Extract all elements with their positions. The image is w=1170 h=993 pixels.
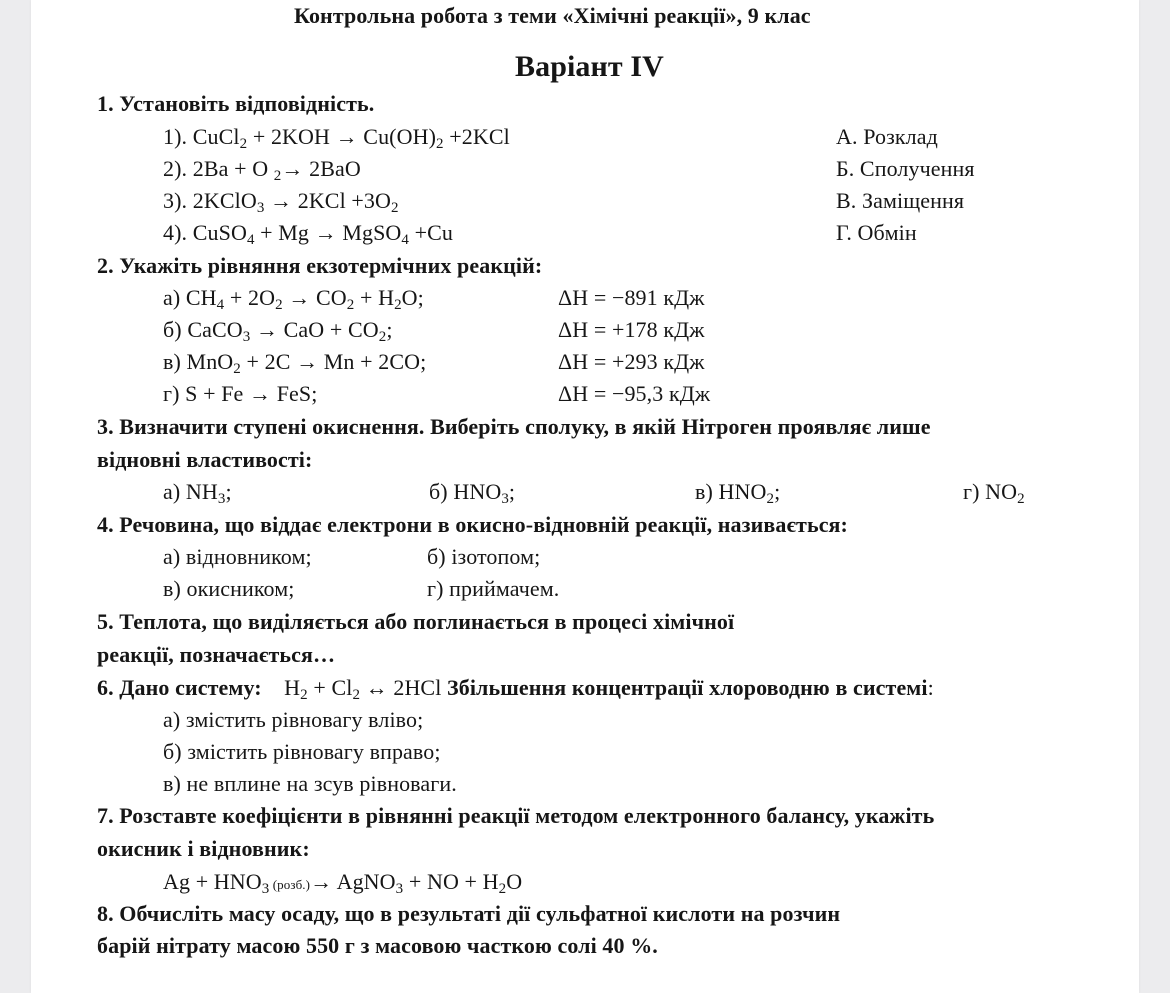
question-8-line1: 8. Обчисліть масу осаду, що в результаті дії сульфатної кислоти на розчин bbox=[97, 901, 841, 926]
q1-equation-3: 3). 2KClO$_3$ → $2KCl +3O_2$ bbox=[163, 188, 399, 216]
q6-option-a: а) змістить рівновагу вліво; bbox=[163, 707, 424, 732]
q1-equation-1: 1). CuCl$_2$ + $2KOH \to Cu(OH)_2 +2KCl$ bbox=[163, 124, 510, 152]
q3-option-b: б) $HNO_3$; bbox=[429, 479, 516, 507]
question-3-title-line1: 3. Визначити ступені окиснення. Виберіть сполуку, в якій Нітроген проявляє лише bbox=[97, 414, 931, 439]
question-7-line1: 7. Розставте коефіцієнти в рівнянні реакції методом електронного балансу, укажіть bbox=[97, 803, 935, 828]
q7-equation: $Ag + HNO_3$ (розб.)→ AgNO$_3$ + NO + $H_2O$ bbox=[163, 869, 523, 897]
q1-type-b: Б. Сполучення bbox=[836, 156, 975, 181]
q2-option-v: в) MnO$_2$ + 2C → Mn + 2CO; bbox=[163, 349, 427, 377]
q2-enthalpy-b: ΔH = +178 кДж bbox=[558, 317, 705, 342]
q2-option-g: г) S + Fe → FeS; bbox=[163, 381, 318, 406]
q2-option-a: а) $CH_4 + 2O_2 \to CO_2 + H_2O$; bbox=[163, 285, 424, 313]
q2-enthalpy-a: ΔH = −891 кДж bbox=[558, 285, 705, 310]
q4-option-v: в) окисником; bbox=[163, 576, 295, 601]
q6-option-b: б) змістить рівновагу вправо; bbox=[163, 739, 441, 764]
q1-type-a: А. Розклад bbox=[836, 124, 938, 149]
q2-option-b: б) CaCO$_3$ → CaO + $CO_2$; bbox=[163, 317, 393, 345]
question-7-line2: окисник і відновник: bbox=[97, 836, 310, 861]
q3-option-v: в) $HNO_2$; bbox=[695, 479, 781, 507]
question-5-line1: 5. Теплота, що виділяється або поглинається в процесі хімічної bbox=[97, 609, 735, 634]
q1-type-g: Г. Обмін bbox=[836, 220, 917, 245]
q3-option-a: а) $NH_3$; bbox=[163, 479, 232, 507]
variant-title: Варіант IV bbox=[515, 50, 664, 83]
question-5-line2: реакції, позначається… bbox=[97, 642, 336, 667]
q4-option-a: а) відновником; bbox=[163, 544, 312, 569]
worksheet-page bbox=[31, 0, 1139, 993]
q1-type-v: В. Заміщення bbox=[836, 188, 965, 213]
q1-equation-4: 4). CuSO$_4$ + Mg → MgSO$_4$ +Cu bbox=[163, 220, 454, 248]
question-2-title: 2. Укажіть рівняння екзотермічних реакцій: bbox=[97, 253, 543, 278]
question-8-line2: барій нітрату масою 550 г з масовою часткою солі 40 %. bbox=[97, 933, 658, 958]
document-header: Контрольна робота з теми «Хімічні реакції», 9 клас bbox=[294, 3, 811, 28]
question-3-title-line2: відновні властивості: bbox=[97, 447, 313, 472]
q2-enthalpy-v: ΔH = +293 кДж bbox=[558, 349, 705, 374]
q2-enthalpy-g: ΔH = −95,3 кДж bbox=[558, 381, 711, 406]
q6-option-v: в) не вплине на зсув рівноваги. bbox=[163, 771, 457, 796]
question-1-title: 1. Установіть відповідність. bbox=[97, 91, 375, 116]
question-4-title: 4. Речовина, що віддає електрони в окисно-відновній реакції, називається: bbox=[97, 512, 848, 537]
q4-option-b: б) ізотопом; bbox=[427, 544, 541, 569]
q4-option-g: г) приймачем. bbox=[427, 576, 560, 601]
q1-equation-2: 2). 2Ba + O $_2$→ 2BaO bbox=[163, 156, 361, 184]
q3-option-g: г) $NO_2$ bbox=[963, 479, 1025, 507]
question-6-title: 6. Дано систему: $H_2 + Cl_2$ ↔ 2HCl Збільшення концентрації хлороводню в системі: bbox=[97, 675, 934, 703]
